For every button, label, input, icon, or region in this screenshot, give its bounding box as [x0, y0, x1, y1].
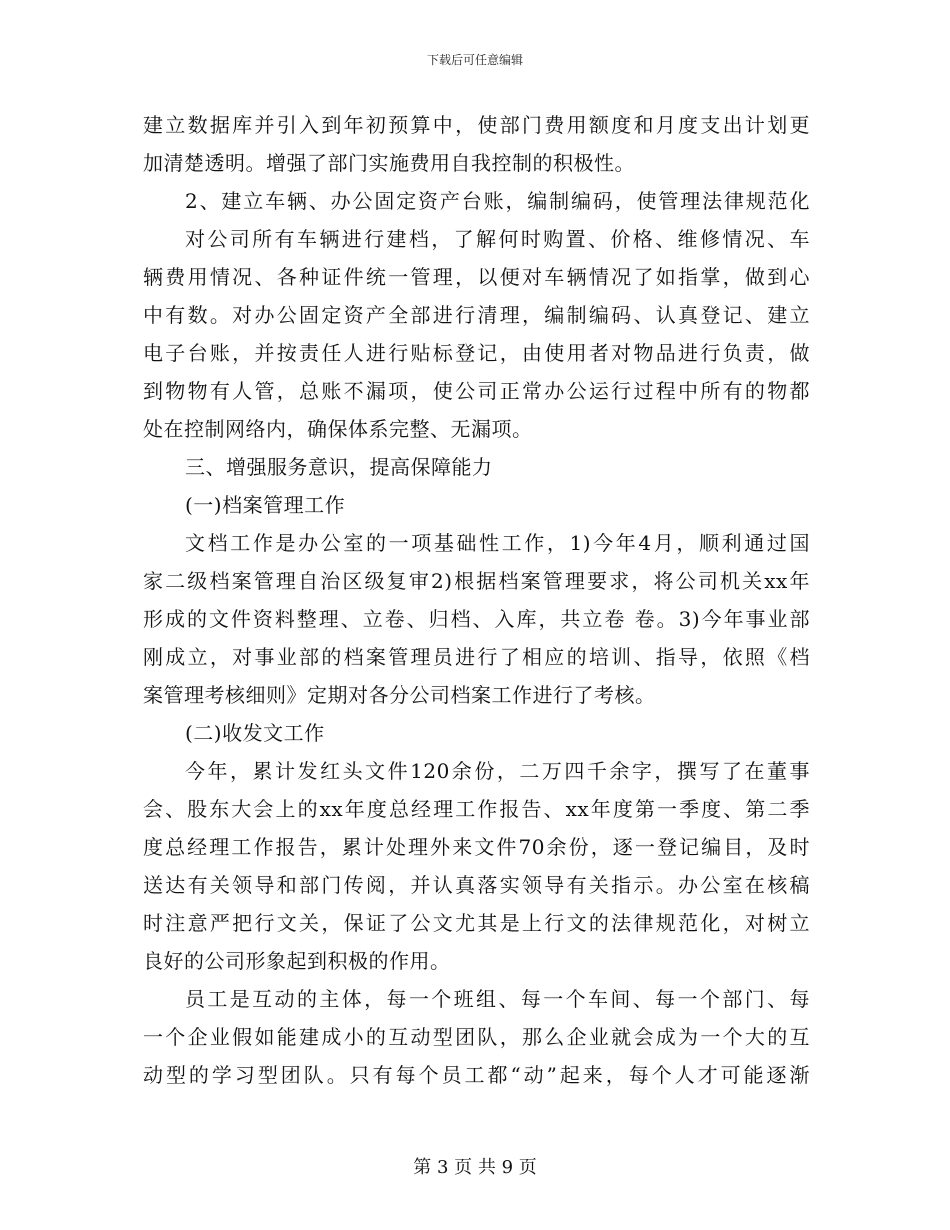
- page-header: 下载后可任意编辑: [426, 53, 523, 67]
- text-line: 加清楚透明。增强了部门实施费用自我控制的积极性。: [143, 151, 635, 175]
- document-body: [143, 106, 810, 1094]
- text-line: 对公司所有车辆进行建档，了解何时购置、价格、维修情况、车: [185, 227, 810, 251]
- text-line: 家二级档案管理自治区级复审2)根据档案管理要求，将公司机关xx年: [143, 569, 810, 593]
- page-number-footer: 第 3 页 共 9 页: [413, 1157, 537, 1178]
- text-line: 三、增强服务意识，提高保障能力: [185, 455, 493, 479]
- text-line: 2、建立车辆、办公固定资产台账，编制编码，使管理法律规范化: [185, 189, 810, 213]
- text-line: 刚成立，对事业部的档案管理员进行了相应的培训、指导，依照《档: [143, 645, 810, 669]
- text-line: 送达有关领导和部门传阅，并认真落实领导有关指示。办公室在核稿: [143, 873, 810, 897]
- text-line: 文档工作是办公室的一项基础性工作，1)今年4月，顺利通过国: [185, 531, 810, 555]
- text-line: 电子台账，并按责任人进行贴标登记，由使用者对物品进行负责，做: [143, 341, 810, 365]
- text-line: 形成的文件资料整理、立卷、归档、入库，共立卷 卷。3)今年事业部: [143, 607, 810, 631]
- text-line: 时注意严把行文关，保证了公文尤其是上行文的法律规范化，对树立: [143, 911, 810, 935]
- text-line: 动型的学习型团队。只有每个员工都“动”起来，每个人才可能逐渐: [143, 1063, 810, 1087]
- text-line: 今年，累计发红头文件120余份，二万四千余字，撰写了在董事: [185, 759, 810, 783]
- text-line: 辆费用情况、各种证件统一管理，以便对车辆情况了如指掌，做到心: [143, 265, 810, 289]
- text-line: (一)档案管理工作: [185, 493, 346, 517]
- text-line: 中有数。对办公固定资产全部进行清理，编制编码、认真登记、建立: [143, 303, 810, 327]
- text-line: 案管理考核细则》定期对各分公司档案工作进行了考核。: [143, 683, 656, 707]
- text-line: 良好的公司形象起到积极的作用。: [143, 949, 451, 973]
- text-line: 会、股东大会上的xx年度总经理工作报告、xx年度第一季度、第二季: [143, 797, 810, 821]
- text-line: 员工是互动的主体，每一个班组、每一个车间、每一个部门、每: [185, 987, 810, 1011]
- text-line: 建立数据库并引入到年初预算中，使部门费用额度和月度支出计划更: [143, 113, 810, 137]
- text-line: 度总经理工作报告，累计处理外来文件70余份，逐一登记编目，及时: [143, 835, 810, 859]
- text-line: 一个企业假如能建成小的互动型团队，那么企业就会成为一个大的互: [143, 1025, 810, 1049]
- text-line: (二)收发文工作: [185, 721, 325, 745]
- text-line: 处在控制网络内，确保体系完整、无漏项。: [143, 417, 533, 441]
- text-line: 到物物有人管，总账不漏项，使公司正常办公运行过程中所有的物都: [143, 379, 810, 403]
